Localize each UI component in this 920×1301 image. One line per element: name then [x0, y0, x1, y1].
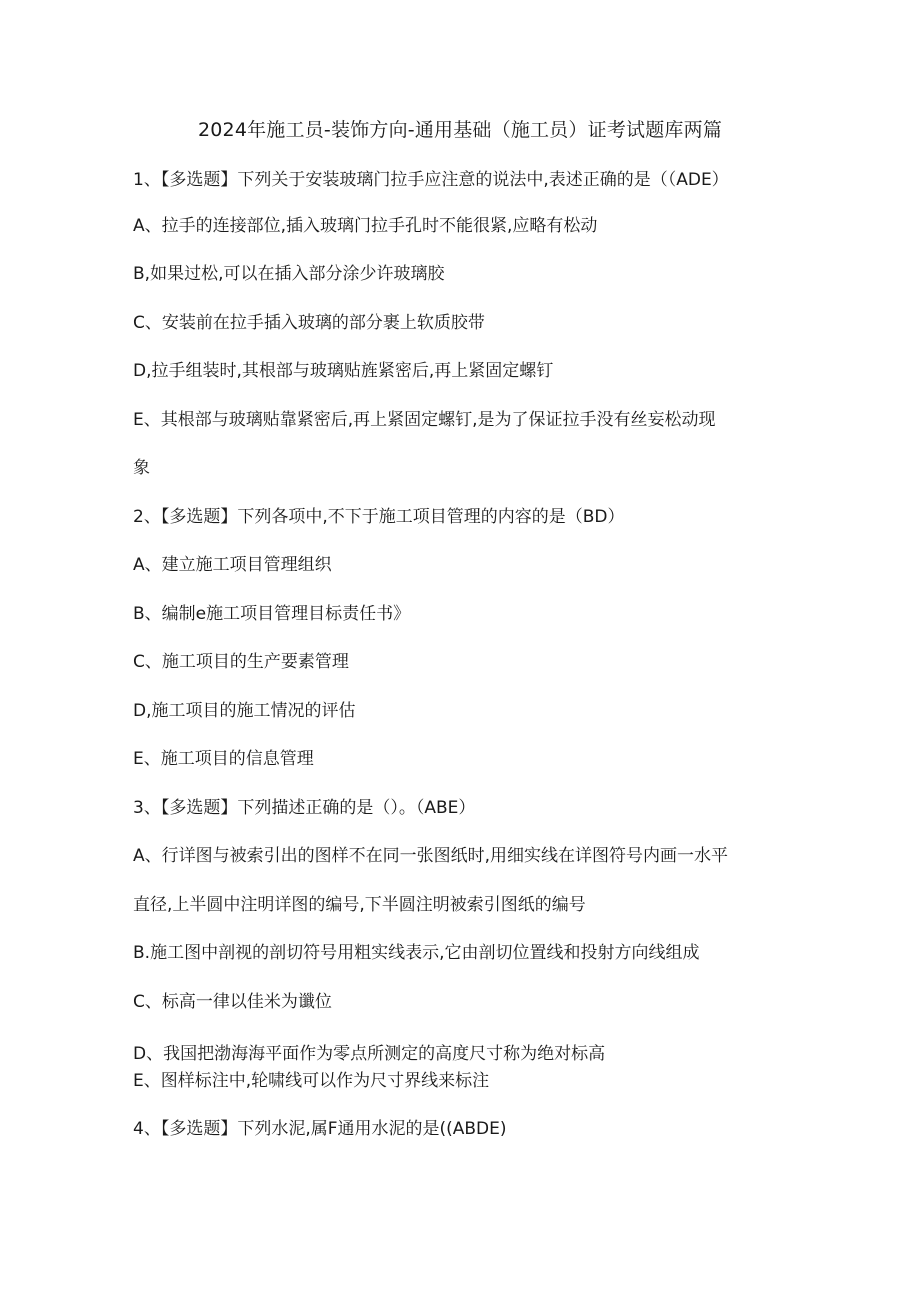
question-1-option-b: B,如果过松,可以在插入部分涂少许玻璃胶: [133, 264, 445, 284]
question-1-option-e: E、其根部与玻璃贴靠紧密后,再上紧固定螺钉,是为了保证拉手没有丝妄松动现: [133, 410, 716, 430]
question-3-option-a-continued: 直径,上半圆中注明详图的编号,下半圆注明被索引图纸的编号: [133, 895, 586, 915]
question-1-stem: 1、【多选题】下列关于安装玻璃门拉手应注意的说法中,表述正确的是（（ADE）: [133, 170, 729, 190]
question-1-option-d: D,拉手组装时,其根部与玻璃贴旌紧密后,再上紧固定螺钉: [133, 361, 554, 381]
document-title: 2024年施工员-装饰方向-通用基础（施工员）证考试题库两篇: [197, 119, 723, 141]
question-3-option-a: A、行详图与被索引出的图样不在同一张图纸时,用细实线在详图符号内画一水平: [133, 846, 729, 866]
question-2-option-a: A、建立施工项目管理组织: [133, 555, 332, 575]
question-2-option-d: D,施工项目的施工情况的评估: [133, 701, 356, 721]
question-2-stem: 2、【多选题】下列各项中,不下于施工项目管理的内容的是（BD）: [133, 507, 625, 527]
question-3-option-e: E、图样标注中,轮啸线可以作为尺寸界线来标注: [133, 1071, 490, 1091]
question-1-option-c: C、安装前在拉手插入玻璃的部分裹上软质胶带: [133, 313, 485, 333]
question-3-stem: 3、【多选题】下列描述正确的是（）。（ABE）: [133, 798, 476, 818]
question-2-option-b: B、编制e施工项目管理目标责任书》: [133, 604, 411, 624]
question-1-option-e-continued: 象: [133, 458, 150, 478]
question-1-option-a: A、拉手的连接部位,插入玻璃门拉手孔时不能很紧,应略有松动: [133, 216, 598, 236]
question-3-option-b: B.施工图中剖视的剖切符号用粗实线表示,它由剖切位置线和投射方向线组成: [133, 943, 700, 963]
question-4-stem: 4、【多选题】下列水泥,属F通用水泥的是((ABDE): [133, 1119, 507, 1139]
question-2-option-c: C、施工项目的生产要素管理: [133, 652, 349, 672]
question-3-option-d: D、我国把渤海海平面作为零点所测定的高度尺寸称为绝对标高: [133, 1044, 606, 1064]
question-2-option-e: E、施工项目的信息管理: [133, 749, 314, 769]
question-3-option-c: C、标高一律以佳米为谶位: [133, 992, 332, 1012]
